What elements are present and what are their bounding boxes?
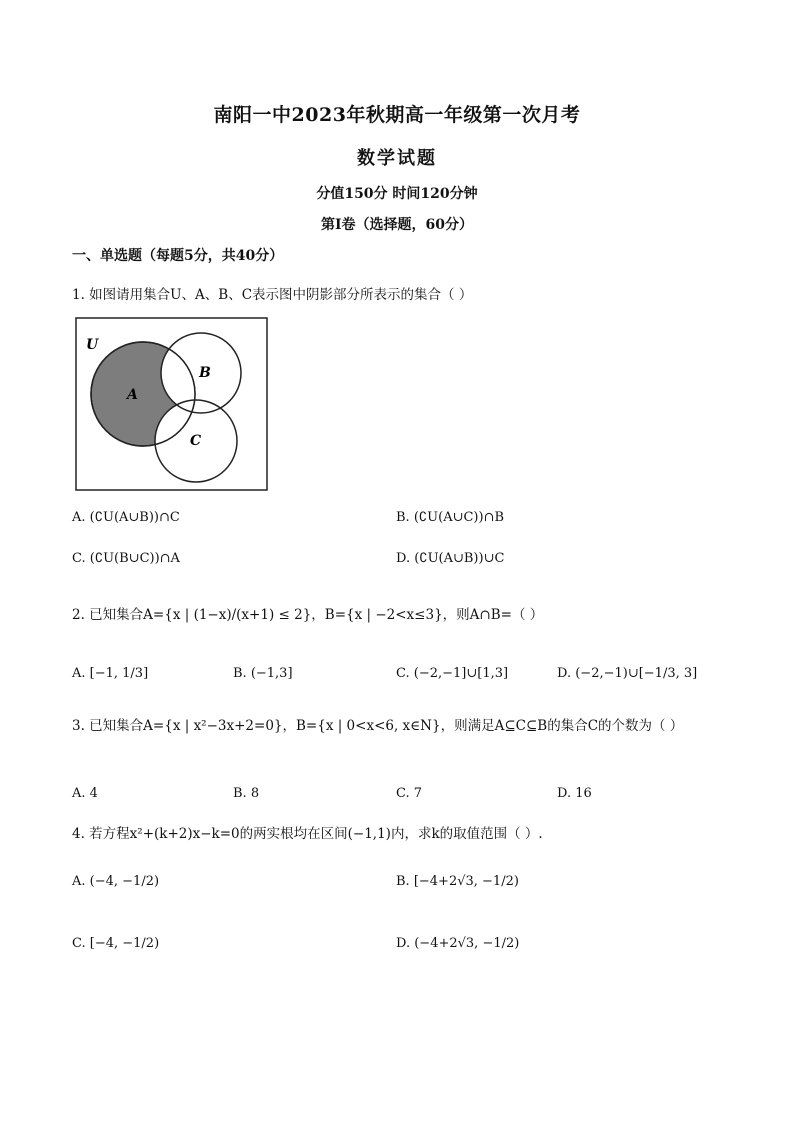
q3-option-b: B. 8	[233, 786, 260, 801]
question-3-stem: 3. 已知集合A={x | x²−3x+2=0}，B={x | 0<x<6, x∈N}，则满足A⊆C⊆B的集合C的个数为（ ）	[72, 718, 684, 734]
venn-diagram	[75, 317, 269, 492]
exam-title: 南阳一中2023年秋期高一年级第一次月考	[213, 104, 581, 126]
q3-option-c: C. 7	[396, 786, 423, 801]
q1-option-a: A. (∁U(A∪B))∩C	[72, 510, 180, 525]
q3-option-d: D. 16	[557, 786, 592, 801]
exam-subtitle: 数学试题	[357, 148, 437, 169]
q4-option-a: A. (−4, −1/2)	[72, 874, 160, 889]
label-b: B	[199, 365, 211, 381]
exam-info: 分值150分 时间120分钟	[316, 186, 478, 202]
q4-option-d: D. (−4+2√3, −1/2)	[396, 936, 520, 951]
label-a: A	[127, 387, 138, 403]
q2-option-b: B. (−1,3]	[233, 666, 293, 681]
q2-option-a: A. [−1, 1/3]	[72, 666, 149, 681]
section-heading: 一、单选题（每题5分，共40分）	[72, 248, 284, 264]
q4-option-c: C. [−4, −1/2)	[72, 936, 160, 951]
label-u: U	[86, 337, 99, 353]
q1-option-c: C. (∁U(B∪C))∩A	[72, 551, 180, 566]
question-1-stem: 1. 如图请用集合U、A、B、C表示图中阴影部分所表示的集合（ ）	[72, 287, 473, 303]
q3-option-a: A. 4	[72, 786, 98, 801]
question-4-stem: 4. 若方程x²+(k+2)x−k=0的两实根均在区间(−1,1)内，求k的取值范围（ ）.	[72, 826, 543, 842]
q2-option-c: C. (−2,−1]∪[1,3]	[396, 666, 509, 681]
q1-option-d: D. (∁U(A∪B))∪C	[396, 551, 505, 566]
q1-option-b: B. (∁U(A∪C))∩B	[396, 510, 505, 525]
q2-option-d: D. (−2,−1)∪[−1/3, 3]	[557, 666, 698, 681]
volume-heading: 第Ⅰ卷（选择题，60分）	[320, 217, 474, 233]
label-c: C	[190, 433, 202, 449]
q4-option-b: B. [−4+2√3, −1/2)	[396, 874, 519, 889]
question-2-stem: 2. 已知集合A={x | (1−x)/(x+1) ≤ 2}，B={x | −2<x≤3}，则A∩B=（ ）	[72, 607, 544, 623]
